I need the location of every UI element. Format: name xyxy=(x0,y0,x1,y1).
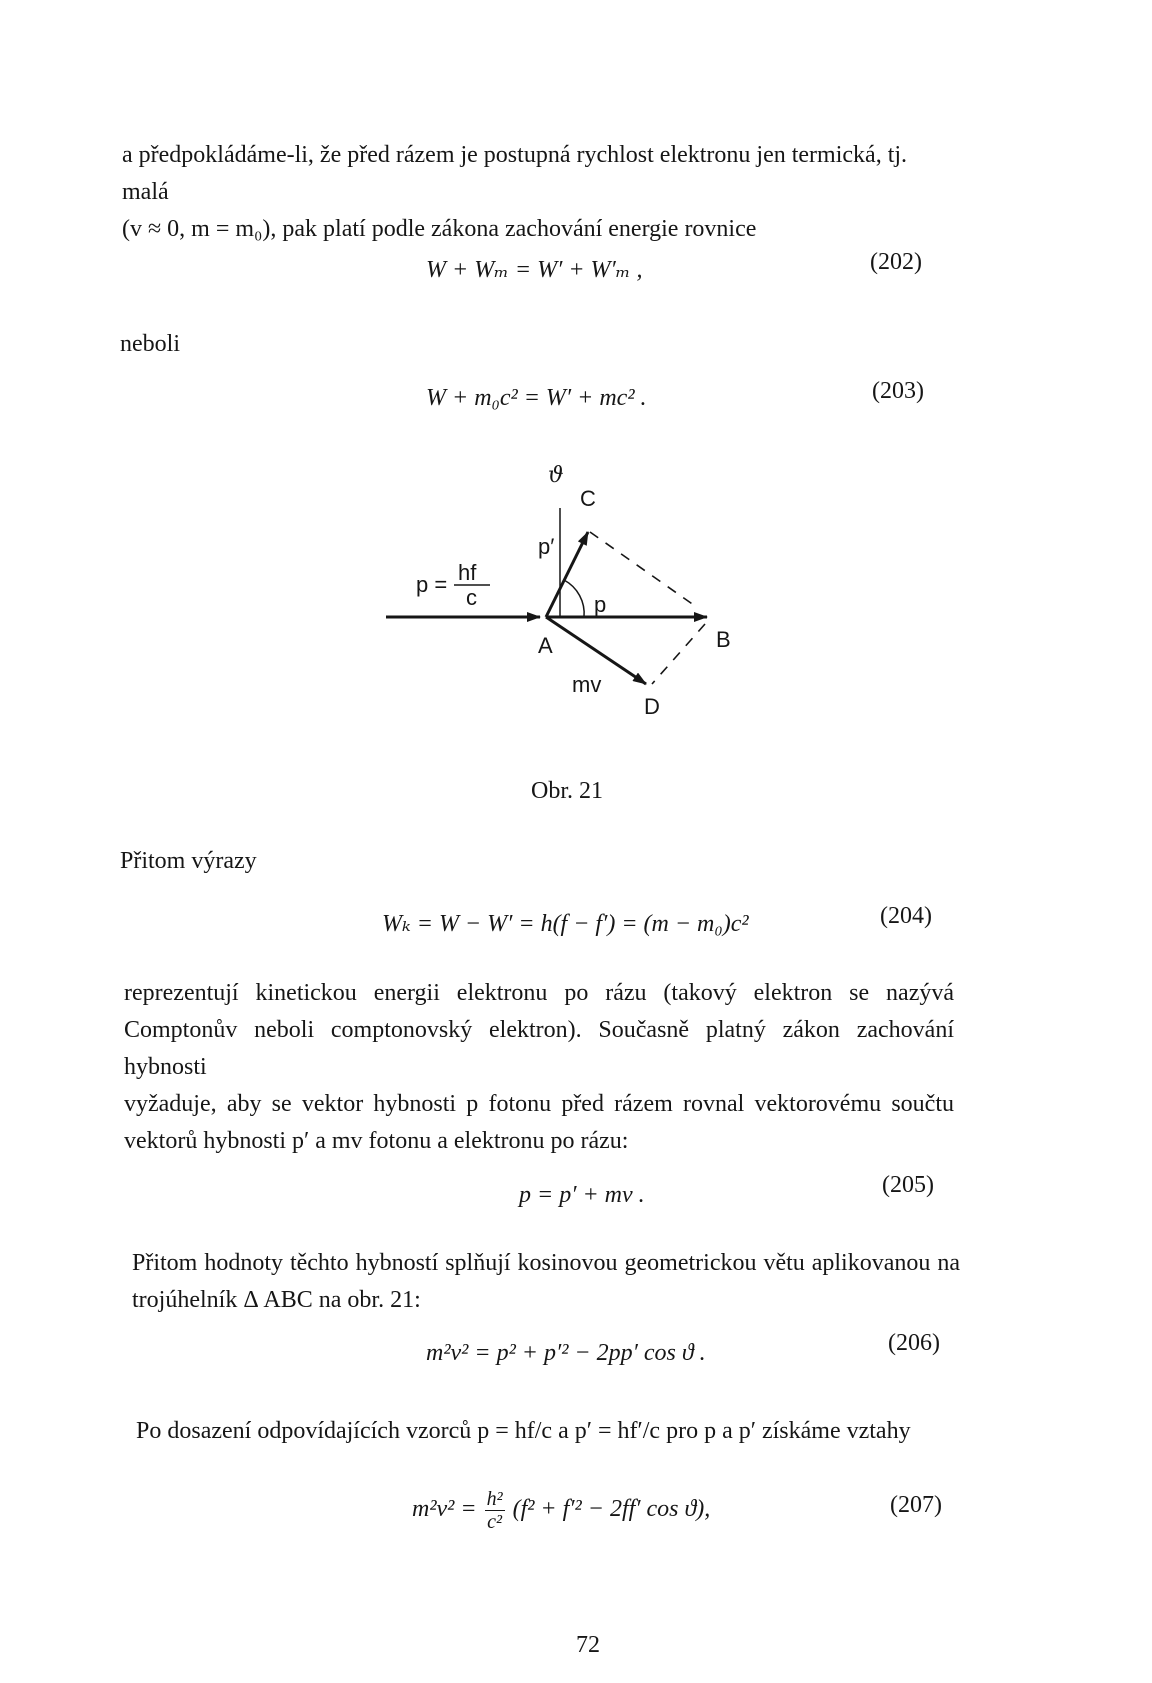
paragraph-2-line-3: vyžaduje, aby se vektor hybnosti p fotonu před rázem rovnal vektorovému součtu xyxy=(124,1091,954,1117)
equation-number-203: (203) xyxy=(872,378,924,404)
equation-207-fraction-denominator: c² xyxy=(487,1511,503,1533)
label-b: B xyxy=(716,627,731,652)
equation-207-fraction xyxy=(485,1488,505,1533)
paragraph-kinetic-energy xyxy=(124,975,954,1160)
equation-207-lhs: m²v² = xyxy=(412,1496,477,1523)
theta-label: ϑ xyxy=(548,463,564,488)
paragraph-cosine-rule xyxy=(132,1245,960,1319)
intro-line-2: (v ≈ 0, m = m₀), pak platí podle zákona zachování energie rovnice xyxy=(122,216,757,242)
angle-arc xyxy=(564,580,584,617)
equation-number-206: (206) xyxy=(888,1330,940,1356)
paragraph-2-line-4: vektorů hybnosti p′ a mv fotonu a elektronu po rázu: xyxy=(124,1128,629,1154)
paragraph-2-line-2: Comptonův neboli comptonovský elektron). Současně platný zákon zachování hybnosti xyxy=(124,1017,954,1080)
label-mv: mv xyxy=(572,672,602,697)
intro-line-1: a předpokládáme-li, že před rázem je postupná rychlost elektronu jen termická, tj. malá xyxy=(122,142,908,205)
label-c: C xyxy=(580,486,596,511)
compton-scattering-diagram xyxy=(380,462,740,732)
paragraph-3-line-2: trojúhelník Δ ABC na obr. 21: xyxy=(132,1287,421,1313)
label-p-prime: p′ xyxy=(538,534,555,559)
equation-207 xyxy=(412,1488,710,1533)
page-number: 72 xyxy=(576,1632,600,1658)
equation-number-207: (207) xyxy=(890,1492,942,1518)
equation-number-202: (202) xyxy=(870,249,922,275)
label-p-equals: p = xyxy=(416,572,448,597)
equation-number-205: (205) xyxy=(882,1172,934,1198)
label-c-denominator: c xyxy=(466,585,477,610)
paragraph-substitution: Po dosazení odpovídajících vzorců p = hf/c a p′ = hf′/c pro p a p′ získáme vztahy xyxy=(136,1418,911,1444)
label-a: A xyxy=(538,633,553,658)
equation-204: Wₖ = W − W′ = h(f − f′) = (m − m₀)c² xyxy=(382,911,749,937)
equation-205: p = p′ + mv . xyxy=(519,1182,645,1208)
paragraph-2-line-1: reprezentují kinetickou energii elektronu po rázu (takový elektron se nazývá xyxy=(124,980,954,1006)
figure-caption: Obr. 21 xyxy=(531,778,603,804)
equation-202: W + Wₘ = W′ + W′ₘ , xyxy=(426,257,643,283)
label-hf: hf xyxy=(458,560,477,585)
equation-207-fraction-numerator: h² xyxy=(486,1488,503,1510)
intro-paragraph xyxy=(122,137,942,248)
equation-203: W + m₀c² = W′ + mc² . xyxy=(426,385,647,411)
equation-207-rhs: (f² + f′² − 2ff′ cos ϑ), xyxy=(512,1496,711,1523)
dashed-line-BD xyxy=(652,624,705,684)
equation-number-204: (204) xyxy=(880,903,932,929)
equation-206: m²v² = p² + p′² − 2pp′ cos ϑ . xyxy=(426,1340,706,1366)
paragraph-3-line-1: Přitom hodnoty těchto hybností splňují kosinovou geometrickou větu aplikovanou na xyxy=(132,1250,960,1276)
label-d: D xyxy=(644,694,660,719)
neboli-text: neboli xyxy=(120,331,180,357)
label-p: p xyxy=(594,592,607,617)
pritom-vyrazy-text: Přitom výrazy xyxy=(120,848,257,874)
